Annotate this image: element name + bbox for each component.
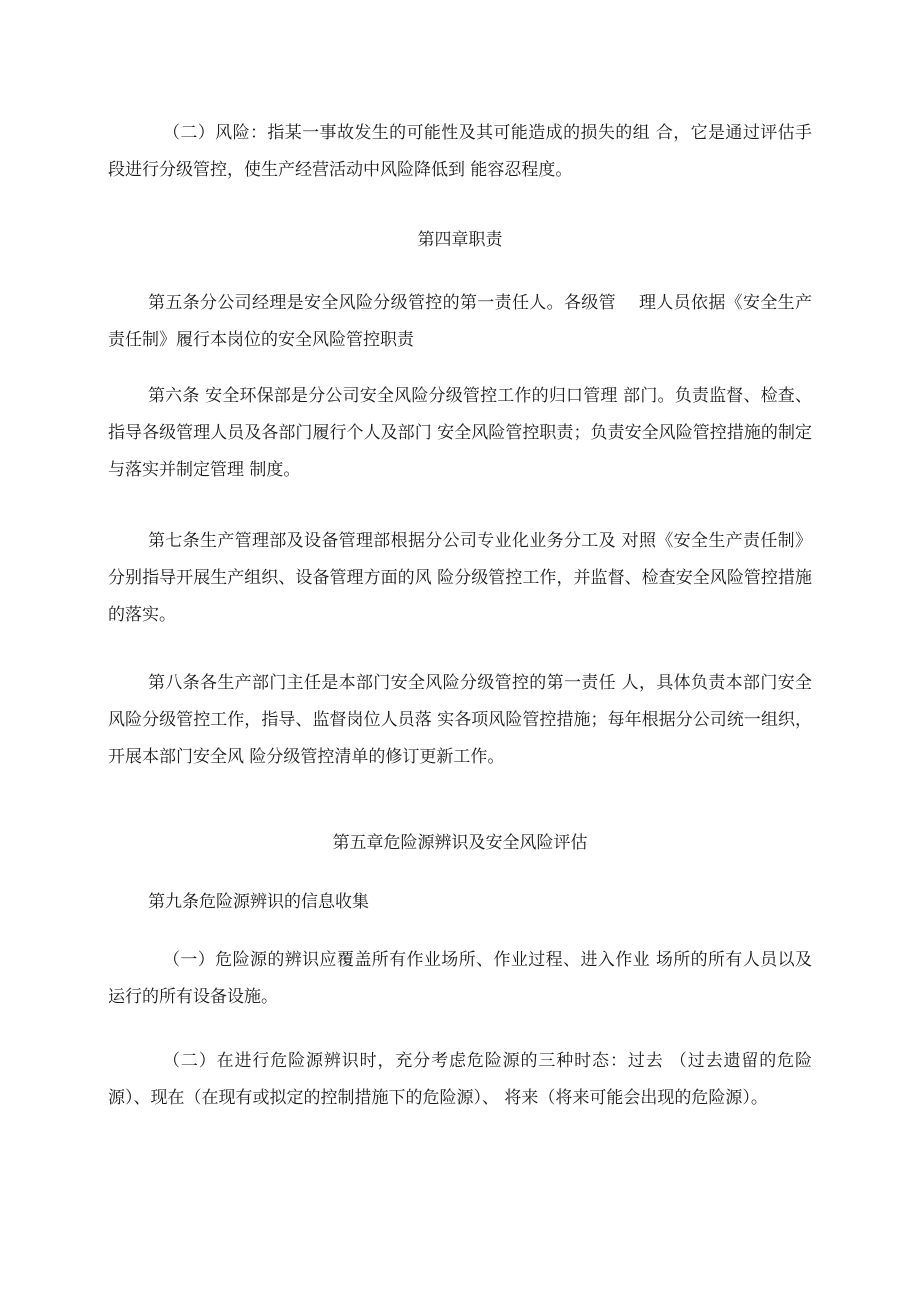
- hazard-tense-paragraph: （二）在进行危险源辨识时，充分考虑危险源的三种时态：过去 （过去遗留的危险源）、现在（在现有或拟定的控制措施下的危险源）、 将来（将来可能会出现的危险源）。: [108, 1051, 812, 1108]
- paragraph-risk-definition: （二）风险：指某一事故发生的可能性及其可能造成的损失的组 合，它是通过评估手段进行分级管控，使生产经营活动中风险降低到 能容忍程度。: [108, 123, 812, 180]
- article-5-paragraph: 第五条分公司经理是安全风险分级管控的第一责任人。各级管 理人员依据《安全生产责任制》履行本岗位的安全风险管控职责: [108, 293, 812, 350]
- article-6-paragraph: 第六条 安全环保部是分公司安全风险分级管控工作的归口管理 部门。负责监督、检查、指导各级管理人员及各部门履行个人及部门 安全风险管控职责；负责安全风险管控措施的制定与落实并制定管理 制度。: [108, 386, 812, 480]
- article-9-paragraph: 第九条危险源辨识的信息收集: [148, 892, 369, 912]
- chapter-heading-5: 第五章危险源辨识及安全风险评估: [332, 833, 588, 853]
- article-8-paragraph: 第八条各生产部门主任是本部门安全风险分级管控的第一责任 人，具体负责本部门安全风险分级管控工作，指导、监督岗位人员落 实各项风险管控措施；每年根据分公司统一组织，开展本部门安全风 险分级管控清单的修订更新工作。: [108, 673, 812, 767]
- hazard-scope-paragraph: （一）危险源的辨识应覆盖所有作业场所、作业过程、进入作业 场所的所有人员以及运行的所有设备设施。: [108, 950, 812, 1007]
- article-7-paragraph: 第七条生产管理部及设备管理部根据分公司专业化业务分工及 对照《安全生产责任制》分别指导开展生产组织、设备管理方面的风 险分级管控工作，并监督、检查安全风险管控措施的落实。: [108, 531, 812, 625]
- chapter-heading-4: 第四章职责: [417, 230, 503, 250]
